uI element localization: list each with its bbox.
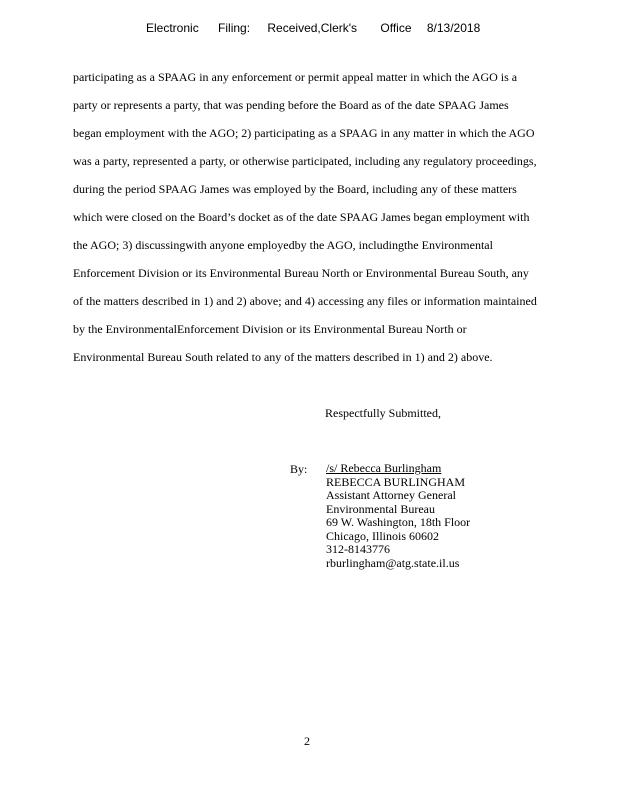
signer-bureau: Environmental Bureau bbox=[326, 501, 435, 516]
header-date: 8/13/2018 bbox=[426, 21, 481, 35]
body-line: the AGO; 3) discussingwith anyone employedby the AGO, includingthe Environmental bbox=[73, 238, 493, 252]
body-line: by the EnvironmentalEnforcement Division or its Environmental Bureau North or bbox=[73, 322, 467, 336]
body-line: participating as a SPAAG in any enforcement or permit appeal matter in which the AGO is a bbox=[73, 70, 518, 84]
body-line: Environmental Bureau South related to any of the matters described in 1) and 2) above. bbox=[73, 350, 493, 364]
header-received-clerks: Received,Clerk's bbox=[267, 21, 358, 35]
body-line: of the matters described in 1) and 2) above; and 4) accessing any files or information maintained bbox=[73, 294, 537, 308]
body-line: Enforcement Division or its Environmental Bureau North or Environmental Bureau South, any bbox=[73, 266, 529, 280]
body-line: which were closed on the Board’s docket as of the date SPAAG James began employment with bbox=[73, 210, 530, 224]
body-line: was a party, represented a party, or otherwise participated, including any regulatory proceedings, bbox=[73, 154, 537, 168]
page-number: 2 bbox=[304, 734, 310, 748]
by-label: By: bbox=[290, 462, 308, 476]
header-electronic: Electronic bbox=[146, 21, 199, 35]
email-address: rburlingham@atg.state.il.us bbox=[326, 555, 460, 570]
address-line-2: Chicago, Illinois 60602 bbox=[326, 528, 439, 543]
phone-number: 312-8143776 bbox=[326, 542, 390, 556]
closing-respectfully-submitted: Respectfully Submitted, bbox=[325, 406, 441, 420]
body-line: during the period SPAAG James was employed by the Board, including any of these matters bbox=[73, 182, 517, 196]
signer-title: Assistant Attorney General bbox=[326, 488, 456, 502]
body-line: began employment with the AGO; 2) participating as a SPAAG in any matter in which the AGO bbox=[73, 126, 535, 140]
signer-name: REBECCA BURLINGHAM bbox=[326, 474, 466, 489]
header-filing: Filing: bbox=[218, 21, 251, 35]
body-line: party or represents a party, that was pending before the Board as of the date SPAAG James bbox=[73, 98, 509, 112]
address-line-1: 69 W. Washington, 18th Floor bbox=[326, 515, 471, 529]
signature-block bbox=[326, 462, 470, 570]
signature-line: /s/ Rebecca Burlingham bbox=[326, 461, 442, 475]
header-office: Office bbox=[380, 21, 412, 35]
filing-header bbox=[146, 21, 480, 35]
